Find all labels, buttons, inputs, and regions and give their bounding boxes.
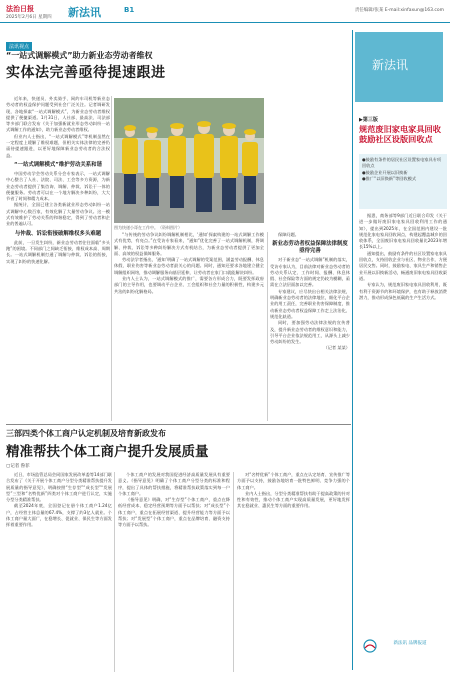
bottom-column-2 bbox=[118, 472, 230, 672]
newspaper-logo: 法治日报 bbox=[6, 4, 34, 13]
highlight-item: ●推广“以旧换新”等回收模式 bbox=[362, 175, 417, 181]
article-column-2 bbox=[114, 232, 264, 421]
news-photo bbox=[114, 98, 264, 223]
bottom-column-1 bbox=[6, 472, 112, 672]
photo-caption: 图为快递小哥在工作中。（资料图片） bbox=[114, 225, 182, 230]
highlight-item: ●鼓励企业开展以旧换新 bbox=[362, 169, 408, 175]
article-column-1 bbox=[6, 96, 110, 421]
article-headline: 实体法完善亟待提速跟进 bbox=[6, 65, 166, 81]
sidebar-headline: 规范废旧家电家具回收鼓励社区设版回收点 bbox=[359, 124, 441, 144]
paragraph: 劳动法学者指出，‘通知’明确了一站式调解的受案范围，涵盖劳动报酬、休息休假、职业伤害等新业态劳动者最关心的问题。同时，通知还要求各地建立健全调解组织网络，推动调解服务向基层延伸，让劳动者在家门口就能解决纠纷。 bbox=[114, 257, 264, 275]
section-heading: 与仲裁、诉讼衔接破解维权多头难题 bbox=[14, 230, 102, 237]
paragraph: 对于新业态“一站式调解”机制的落实，受访专家认为，目前法律对新业态劳动者的劳动关系认定、工作时间、报酬、休息休假、社会保险等方面的规定仍较为模糊，亟需在立法层面加以完善。 bbox=[270, 257, 350, 288]
article-subtitle: “一站式调解模式”助力新业态劳动者维权 bbox=[6, 51, 153, 60]
reporter-credit: （记者 某某） bbox=[323, 345, 350, 351]
paragraph: 保障问题。 bbox=[278, 232, 299, 237]
paragraph: 近日，市场监管总局会同国家发展改革委等14部门联合发布了《关于开展个体工商户分型分类精准帮扶提升发展质量的指导意见》，明确按照“生存型”“成长型”“发展型”三型和“名特优新”四类对个体工商户进行认定，实施分型分类精准帮扶。 bbox=[6, 472, 112, 503]
paragraph: 截至2024年底，全国登记在册个体工商户1.24亿户，占经营主体总量的67.4%，支撑了约3亿人就业。个体工商户量大面广，在稳增长、促就业、保民生等方面发挥着重要作用。 bbox=[6, 503, 112, 528]
paragraph: 专家建议，应尽快出台相关法律法规，明确新业态劳动者的法律地位，细化平台企业的用工责任，完善职业伤害保障制度，推动新业态劳动者权益保障工作走上法治化、规范化轨道。 bbox=[270, 288, 350, 319]
paragraph: “与传统的劳动争议纠纷调解机制相比，‘通知’探索构建的一站式调解工作模式有优势，有亮点。”在受访专家看来，“通知”优化完善了一站式调解机制，将调解、仲裁、诉讼等多种纠纷解决方式有机结合，为新业态劳动者提供了更加全面、高效的权益保障服务。 bbox=[114, 232, 264, 256]
paragraph: 个体工商户的发展对我国促进经济高质量发展具有重要意义。《指导意见》明确了个体工商户分型分类的标准和程序，提出了具体的帮扶措施，将精准帮扶政策落实到每一户个体工商户。 bbox=[118, 472, 230, 496]
paragraph: 据统计，全国已建立各类新就业形态劳动纠纷一站式调解中心数百家，有效化解了大量劳动争议。这一模式有效维护了劳动关系的和谐稳定，得到了劳动者和企业的普遍认可。 bbox=[6, 202, 110, 227]
paragraph: 但业内人士指出，“一站式调解模式”等机制虽然在一定程度上缓解了维权难题，但相关实体法律的完善仍亟待提速跟进，以更好地保障新业态劳动者的合法权益。 bbox=[6, 133, 110, 158]
paragraph: 通知提出，鼓励有条件的社区设置家电家具回收点，支持回收企业与社区、物业合作，方便居民交售。同时，鼓励家电、家具生产和销售企业开展以旧换新活动，畅通废旧家电家具回收渠道。 bbox=[359, 250, 447, 281]
column-divider bbox=[233, 472, 234, 672]
page-number: B1 bbox=[124, 6, 135, 14]
bottom-column-3 bbox=[237, 472, 350, 672]
paragraph: 业内人士认为，一站式调解模式的推广，需要各方形成合力，既要发挥政府部门的主导作用，也要调动平台企业、工会组织和社会力量的积极性，构建多元共治的纠纷化解格局。 bbox=[114, 276, 264, 294]
paragraph: 同时，要加强劳动法律法规的宣传普及，提升新业态劳动者的维权意识和能力，引导平台企业依法规范用工，从源头上减少劳动纠纷的发生。 bbox=[270, 320, 350, 345]
editor-info: 责任编辑/张某 E-mail:xinfaxun@163.com bbox=[354, 8, 444, 13]
paragraph: 近年来，快递员、外卖骑手、网约车司机等新业态劳动者的权益保护问题受到社会广泛关注。记者调研发现，各地探索“一站式调解模式”，为新业态劳动者维权提供了便捷渠道。1月31日，人社部、最高法、司法部等多部门联合发布《关于加强新就业形态劳动纠纷一站式调解工作的通知》，助力新业态劳动者维权。 bbox=[6, 96, 110, 133]
article-divider bbox=[6, 424, 351, 425]
paragraph: 此前，一旦发生纠纷，新业态劳动者往往面临“多头跑”的困境。不同部门之间缺乏衔接，维权成本高、周期长。一站式调解机制打通了调解与仲裁、诉讼的衔接，实现了纠纷的快速化解。 bbox=[6, 239, 110, 264]
sidebar-banner-title: 新法讯 bbox=[372, 58, 409, 72]
paragraph: 专家认为，规范废旧家电家具回收利用，既有利于资源节约和环境保护，也有助于释放消费潜力，推动形成绿色低碳的生产生活方式。 bbox=[359, 282, 447, 300]
column-divider bbox=[267, 232, 268, 421]
paragraph: 对“名特优新”个体工商户，重点在认定培育、宣传推广等方面予以支持，鼓励各地培育一批特色鲜明、竞争力强的个体工商户。 bbox=[237, 472, 350, 490]
paragraph: 据悉，商务部等9部门近日联合印发《关于进一步做好废旧家电家具回收利用工作的通知》，提出到2025年，在全国范围内建设一批规范化家电家具回收网点，构建起覆盖城乡的回收体系，全国废旧家电家具回收量比2023年增长15%以上。 bbox=[359, 213, 447, 250]
paragraph: 业内人士指出，分型分类精准帮扶有助于提高政策的针对性和有效性，推动个体工商户实现高质量发展，更好地发挥其在稳就业、惠民生等方面的重要作用。 bbox=[237, 490, 350, 509]
sidebar-body bbox=[359, 213, 447, 643]
section-heading: 新业态劳动者权益保障法律制度亟待完善 bbox=[272, 241, 348, 255]
column-divider bbox=[114, 472, 115, 672]
section-title: 新法讯 bbox=[68, 6, 101, 19]
brand-logo-icon bbox=[362, 638, 378, 652]
paragraph: 中国劳动学会劳动关系分会专家表示，一站式调解中心整合了人社、法院、司法、工会等多方资源，为新业态劳动者提供了集咨询、调解、仲裁、诉讼于一体的便捷服务。劳动者可以在一个地方解决多种纠纷，大大节省了时间和精力成本。 bbox=[6, 170, 110, 202]
section-heading: “一站式调解模式”维护劳动关系和谐 bbox=[14, 161, 102, 168]
couriers-photo-image bbox=[114, 98, 264, 223]
sidebar-kicker: ▶第三版 bbox=[359, 117, 378, 123]
bottom-article-headline: 精准帮扶个体工商户提升发展质量 bbox=[6, 444, 209, 460]
article-kicker: 法讯视点 bbox=[6, 42, 32, 51]
bottom-article-byline: ▢记者 鲁菲 bbox=[6, 464, 30, 469]
bottom-article-subtitle: 三部四类个体工商户认定机制及培育新政发布 bbox=[6, 429, 166, 438]
paragraph: 《指导意见》明确，对“生存型”个体工商户，重点在降低经营成本、稳定经营预期等方面予以帮扶；对“成长型”个体工商户，重点在拓展经营渠道、提升经营能力等方面予以帮扶；对“发展型”个体工商户，重点在品牌培育、融资支持等方面予以帮扶。 bbox=[118, 497, 230, 528]
sidebar-divider bbox=[352, 30, 353, 670]
brand-label: 新法讯 品牌报道 bbox=[393, 641, 427, 646]
header-divider bbox=[0, 22, 450, 23]
highlight-item: ●鼓励有条件的居民社区设置家电家具专项回收点 bbox=[362, 157, 442, 169]
sidebar-highlights bbox=[359, 154, 447, 209]
issue-date: 2025年2月6日 星期四 bbox=[6, 15, 52, 20]
column-divider bbox=[111, 96, 112, 421]
article-column-3 bbox=[270, 232, 350, 421]
